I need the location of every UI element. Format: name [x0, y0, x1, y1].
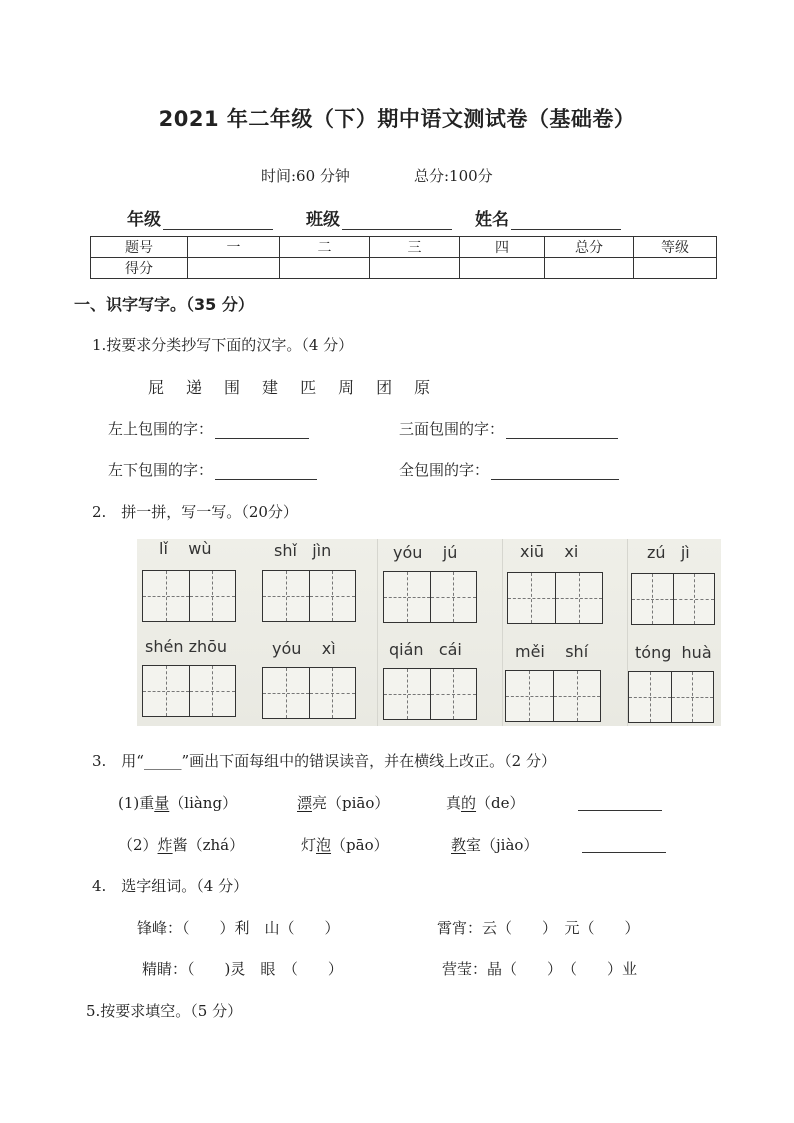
- question-4-title: 4. 选字组词。（4 分）: [92, 877, 249, 895]
- answer-blank[interactable]: [215, 422, 309, 439]
- tianzige-box[interactable]: [262, 667, 356, 719]
- category-upper-left[interactable]: [108, 418, 309, 439]
- question-2-title: 2. 拼一拼，写一写。（20分）: [92, 503, 298, 521]
- correction-blank[interactable]: [576, 792, 662, 811]
- reading-item: 漂亮（piāo）: [297, 794, 390, 812]
- pinyin: měi shí: [515, 642, 589, 661]
- header-cell: 三: [370, 237, 460, 258]
- score-table-row: [91, 258, 717, 279]
- header-cell: 一: [188, 237, 280, 258]
- tianzige-box[interactable]: [142, 570, 236, 622]
- character: 匹: [300, 378, 317, 397]
- header-cell: 等级: [634, 237, 717, 258]
- exam-time: 时间:60 分钟: [261, 167, 350, 185]
- reading-item: 教室（jiào）: [451, 836, 539, 854]
- pinyin: yóu jú: [393, 543, 458, 562]
- word-choice-item[interactable]: 营莹：晶（ ） （ ）业: [442, 960, 638, 978]
- category-lower-left[interactable]: [108, 459, 317, 480]
- pinyin: tóng huà: [635, 643, 712, 662]
- tianzige-box[interactable]: [262, 570, 356, 622]
- pinyin: yóu xì: [272, 639, 336, 658]
- question-5-title: 5.按要求填空。（5 分）: [86, 1002, 243, 1020]
- answer-blank[interactable]: [491, 463, 619, 480]
- pinyin-writing-photo: [137, 539, 721, 726]
- tianzige-box[interactable]: [383, 668, 477, 720]
- character: 团: [376, 378, 393, 397]
- tianzige-box[interactable]: [142, 665, 236, 717]
- name-field[interactable]: [475, 205, 621, 230]
- category-label: 左上包围的字：: [108, 420, 214, 438]
- page-title: 2021 年二年级（下）期中语文测试卷（基础卷）: [158, 107, 636, 131]
- answer-blank[interactable]: [215, 463, 317, 480]
- reading-item: 灯泡（pāo）: [301, 836, 389, 854]
- word-choice-item[interactable]: 锋峰：（ ）利 山（ ）: [137, 919, 340, 937]
- tianzige-box[interactable]: [631, 573, 715, 625]
- question-3-title: 3. 用“_____”画出下面每组中的错误读音，并在横线上改正。（2 分）: [92, 752, 556, 770]
- score-cell[interactable]: [370, 258, 460, 279]
- class-blank[interactable]: [342, 213, 452, 230]
- score-cell[interactable]: [280, 258, 370, 279]
- question-1-title: 1.按要求分类抄写下面的汉字。（4 分）: [92, 336, 354, 354]
- correction-blank[interactable]: [580, 834, 666, 853]
- category-label: 全包围的字：: [399, 461, 490, 479]
- reading-item: （2）炸酱（zhá）: [118, 836, 245, 854]
- pinyin: shǐ jìn: [274, 541, 332, 560]
- row-label: 得分: [91, 258, 188, 279]
- header-cell: 二: [280, 237, 370, 258]
- header-cell: 总分: [545, 237, 634, 258]
- character: 围: [224, 378, 241, 397]
- grade-label: 年级: [127, 210, 161, 230]
- score-cell[interactable]: [460, 258, 545, 279]
- character-list: [148, 375, 430, 398]
- pinyin: shén zhōu: [145, 637, 228, 656]
- section-heading: 一、识字写字。（35 分）: [74, 295, 254, 314]
- reading-item: 真的（de）: [446, 794, 525, 812]
- pinyin: xiū xi: [520, 542, 579, 561]
- score-cell[interactable]: [188, 258, 280, 279]
- tianzige-box[interactable]: [505, 670, 601, 722]
- header-cell: 题号: [91, 237, 188, 258]
- category-label: 三面包围的字：: [399, 420, 505, 438]
- reading-item: (1)重量（liàng）: [118, 794, 238, 812]
- character: 原: [414, 378, 431, 397]
- word-choice-item[interactable]: 精睛：（ )灵 眼 （ ）: [142, 960, 343, 978]
- score-cell[interactable]: [634, 258, 717, 279]
- score-table: [90, 236, 717, 279]
- class-label: 班级: [306, 210, 340, 230]
- pinyin: lǐ wù: [159, 539, 212, 558]
- category-three-sided[interactable]: [399, 418, 618, 439]
- class-field[interactable]: [306, 205, 452, 230]
- character: 建: [262, 378, 279, 397]
- grade-blank[interactable]: [163, 213, 273, 230]
- pinyin: qián cái: [389, 640, 462, 659]
- character: 递: [186, 378, 203, 397]
- exam-total-score: 总分:100分: [414, 167, 493, 185]
- tianzige-box[interactable]: [507, 572, 603, 624]
- character: 周: [338, 378, 355, 397]
- score-cell[interactable]: [545, 258, 634, 279]
- name-label: 姓名: [475, 210, 509, 230]
- pinyin: zú jì: [647, 543, 690, 562]
- header-cell: 四: [460, 237, 545, 258]
- category-full-enclosure[interactable]: [399, 459, 619, 480]
- score-table-header: [91, 237, 717, 258]
- answer-blank[interactable]: [506, 422, 618, 439]
- tianzige-box[interactable]: [383, 571, 477, 623]
- tianzige-box[interactable]: [628, 671, 714, 723]
- grade-field[interactable]: [127, 205, 273, 230]
- character: 屁: [148, 378, 165, 397]
- word-choice-item[interactable]: 霄宵：云（ ） 元（ ）: [437, 919, 640, 937]
- category-label: 左下包围的字：: [108, 461, 214, 479]
- name-blank[interactable]: [511, 213, 621, 230]
